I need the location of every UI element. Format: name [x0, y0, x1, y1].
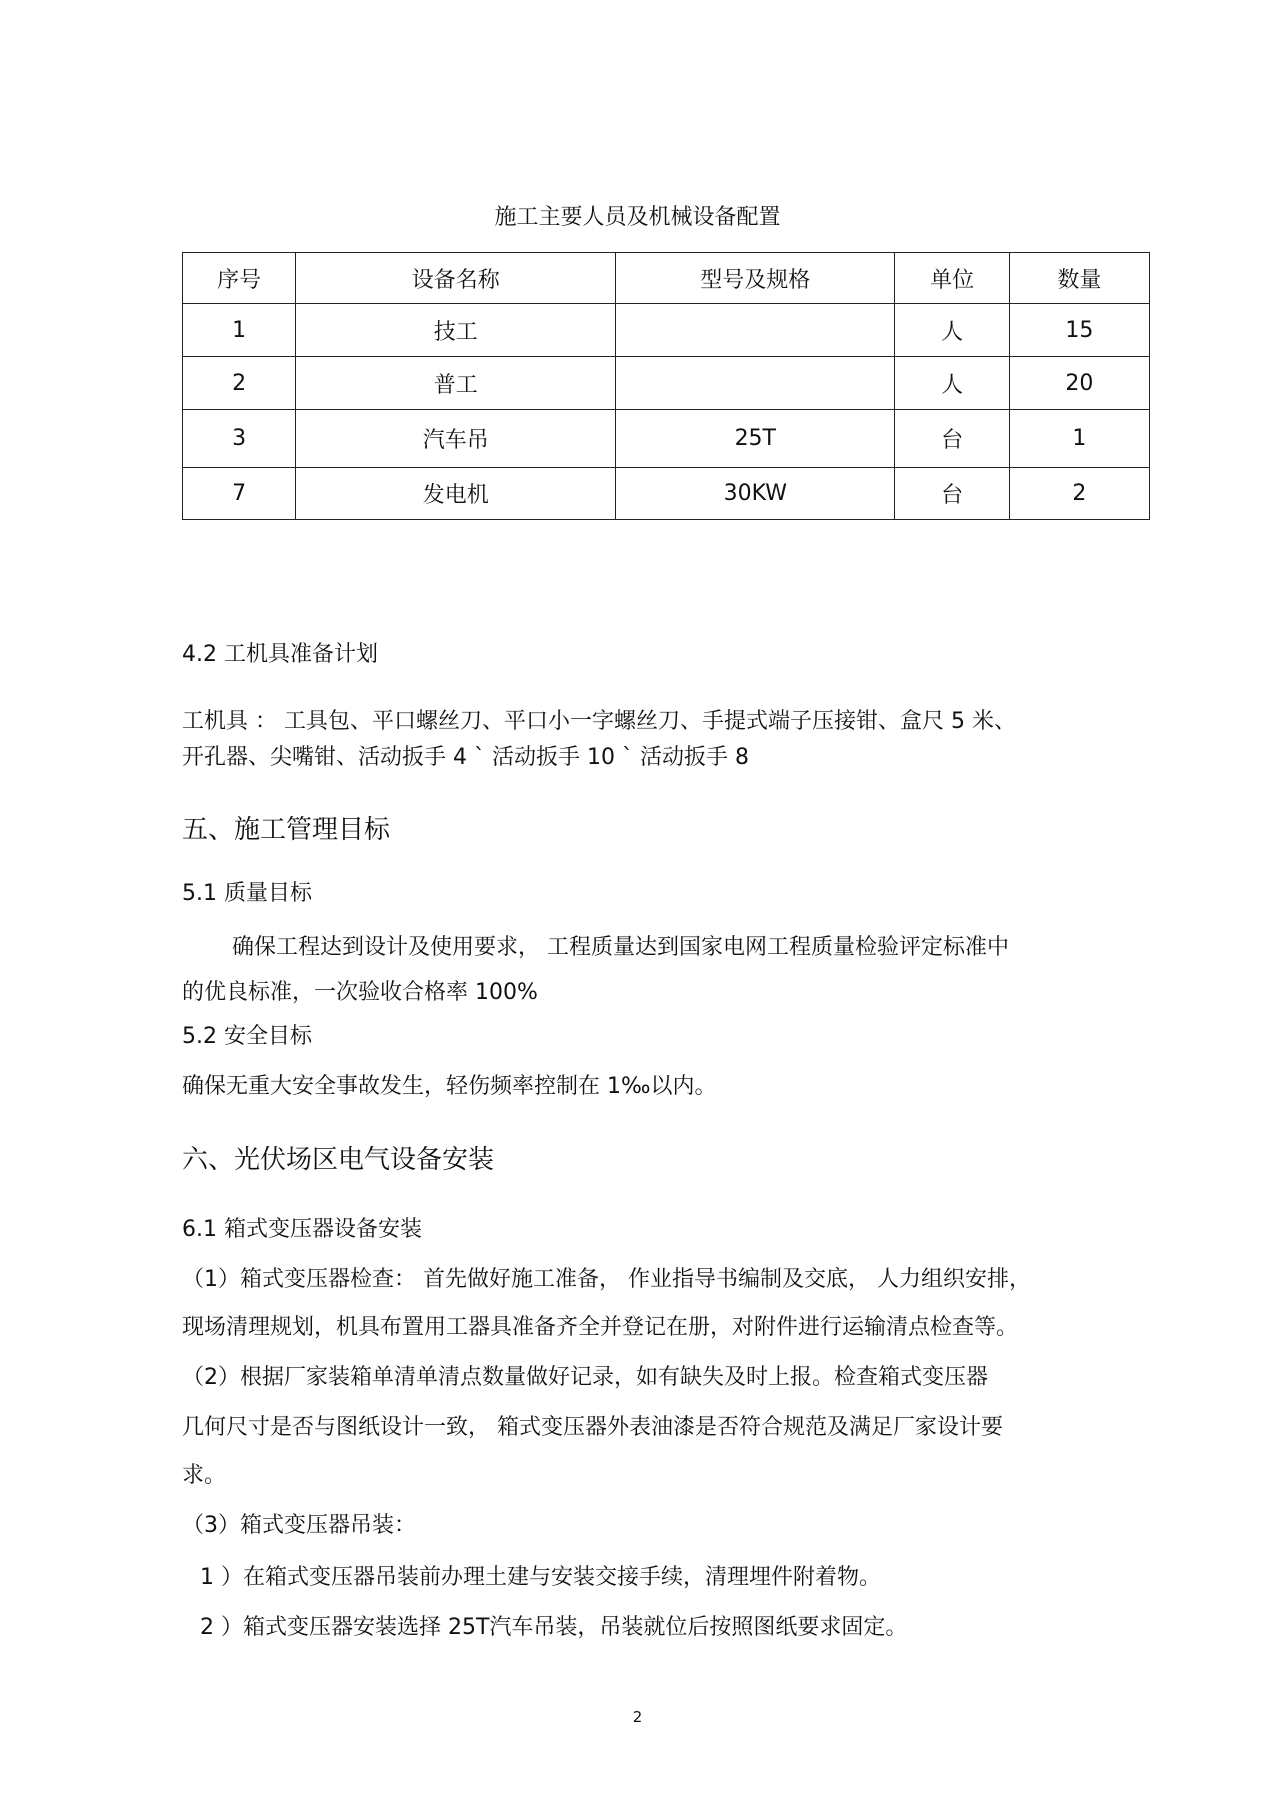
table-row: [183, 357, 1150, 410]
cell-unit: 台: [895, 468, 1009, 520]
cell-index: 1: [183, 304, 296, 357]
cell-quantity: 2: [1009, 468, 1149, 520]
cell-spec: 30KW: [616, 468, 895, 520]
section-5-heading: 五、施工管理目标: [182, 815, 391, 845]
header-quantity: 数量: [1009, 253, 1149, 304]
header-spec: 型号及规格: [616, 253, 895, 304]
cell-quantity: 1: [1009, 410, 1149, 468]
para-1-line-1: （1）箱式变压器检查： 首先做好施工准备， 作业指导书编制及交底， 人力组织安排，: [182, 1267, 1031, 1292]
list-item-2: 2 ）箱式变压器安装选择 25T汽车吊装，吊装就位后按照图纸要求固定。: [200, 1615, 908, 1640]
table-header-row: [183, 253, 1150, 304]
cell-name: 技工: [296, 304, 616, 357]
cell-index: 2: [183, 357, 296, 410]
cell-quantity: 15: [1009, 304, 1149, 357]
section-5-2-heading: 5.2 安全目标: [182, 1024, 312, 1049]
cell-spec: [616, 357, 895, 410]
safety-line-1: 确保无重大安全事故发生，轻伤频率控制在 1‰以内。: [182, 1074, 717, 1099]
tools-line-2: 开孔器、尖嘴钳、活动扳手 4 ` 活动扳手 10 ` 活动扳手 8: [182, 745, 749, 770]
para-1-line-2: 现场清理规划，机具布置用工器具准备齐全并登记在册，对附件进行运输清点检查等。: [182, 1315, 1019, 1340]
cell-spec: [616, 304, 895, 357]
header-index: 序号: [183, 253, 296, 304]
page-number: 2: [632, 1708, 643, 1726]
equipment-table: [182, 252, 1150, 520]
cell-unit: 人: [895, 357, 1009, 410]
table-title: 施工主要人员及机械设备配置: [494, 205, 781, 230]
cell-name: 发电机: [296, 468, 616, 520]
para-2-line-1: （2）根据厂家装箱单清单清点数量做好记录，如有缺失及时上报。检查箱式变压器: [182, 1365, 988, 1390]
quality-line-1: 确保工程达到设计及使用要求， 工程质量达到国家电网工程质量检验评定标准中: [232, 935, 1009, 960]
para-2-line-2: 几何尺寸是否与图纸设计一致， 箱式变压器外表油漆是否符合规范及满足厂家设计要: [182, 1415, 1003, 1440]
header-unit: 单位: [895, 253, 1009, 304]
quality-line-2: 的优良标准，一次验收合格率 100%: [182, 980, 538, 1005]
header-name: 设备名称: [296, 253, 616, 304]
cell-index: 7: [183, 468, 296, 520]
section-6-heading: 六、光伏场区电气设备安装: [182, 1145, 495, 1175]
cell-unit: 台: [895, 410, 1009, 468]
cell-quantity: 20: [1009, 357, 1149, 410]
cell-index: 3: [183, 410, 296, 468]
section-5-1-heading: 5.1 质量目标: [182, 881, 312, 906]
cell-unit: 人: [895, 304, 1009, 357]
table-row: [183, 304, 1150, 357]
section-6-1-heading: 6.1 箱式变压器设备安装: [182, 1217, 422, 1242]
para-2-line-3: 求。: [182, 1463, 227, 1488]
table-row: [183, 468, 1150, 520]
list-item-1: 1 ）在箱式变压器吊装前办理土建与安装交接手续，清理埋件附着物。: [200, 1565, 881, 1590]
cell-spec: 25T: [616, 410, 895, 468]
table-row: [183, 410, 1150, 468]
section-4-2-heading: 4.2 工机具准备计划: [182, 642, 378, 667]
para-3-line-1: （3）箱式变压器吊装：: [182, 1513, 416, 1538]
cell-name: 汽车吊: [296, 410, 616, 468]
cell-name: 普工: [296, 357, 616, 410]
tools-line-1: 工机具 ： 工具包、平口螺丝刀、平口小一字螺丝刀、手提式端子压接钳、盒尺 5 米、: [182, 709, 1016, 734]
